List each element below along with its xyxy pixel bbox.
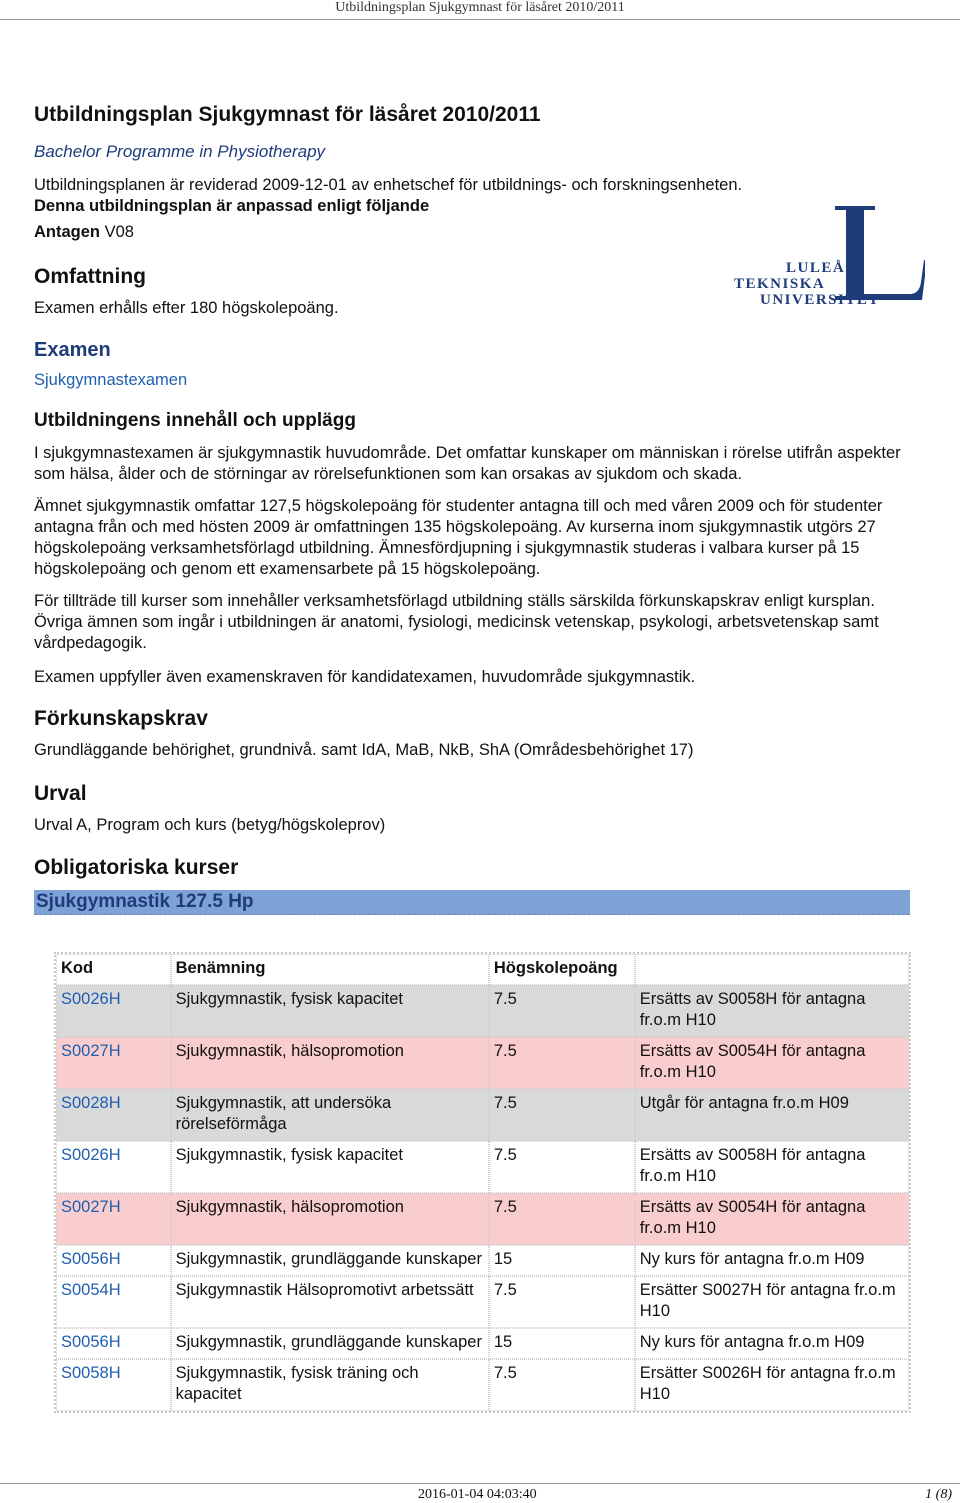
course-credits: 7.5 <box>489 1037 635 1089</box>
course-name: Sjukgymnastik, fysisk kapacitet <box>171 985 489 1037</box>
antagen-label: Antagen <box>34 223 100 241</box>
examen-heading: Examen <box>34 339 111 361</box>
omfattning-text: Examen erhålls efter 180 högskolepoäng. <box>34 299 339 317</box>
col-header-name: Benämning <box>171 954 489 985</box>
footer-timestamp: 2016-01-04 04:03:40 <box>418 1487 537 1502</box>
course-credits: 7.5 <box>489 1359 635 1411</box>
antagen-value: V08 <box>104 223 134 241</box>
revised-line: Utbildningsplanen är reviderad 2009-12-01 av enhetschef för utbildnings- och forskningsenheten. <box>34 176 743 194</box>
table-header-row <box>56 954 909 985</box>
table-row <box>56 1328 909 1359</box>
course-code[interactable]: S0056H <box>56 1328 171 1359</box>
section-bar-sjukgymnastik: Sjukgymnastik 127.5 Hp <box>34 890 910 915</box>
course-note: Ersätts av S0058H för antagna fr.o.m H10 <box>635 985 909 1037</box>
col-header-code: Kod <box>56 954 171 985</box>
course-name: Sjukgymnastik, hälsopromotion <box>171 1193 489 1245</box>
course-note: Ersätter S0026H för antagna fr.o.m H10 <box>635 1359 909 1411</box>
course-credits: 7.5 <box>489 985 635 1037</box>
course-name: Sjukgymnastik, fysisk kapacitet <box>171 1141 489 1193</box>
course-name: Sjukgymnastik, grundläggande kunskaper <box>171 1328 489 1359</box>
course-name: Sjukgymnastik, fysisk träning och kapacitet <box>171 1359 489 1411</box>
course-note: Ersätts av S0054H för antagna fr.o.m H10 <box>635 1037 909 1089</box>
table-row <box>56 1193 909 1245</box>
col-header-note <box>635 954 909 985</box>
course-name: Sjukgymnastik Hälsopromotivt arbetssätt <box>171 1276 489 1328</box>
table-row <box>56 985 909 1037</box>
course-note: Ersätts av S0058H för antagna fr.o.m H10 <box>635 1141 909 1193</box>
header-rule <box>0 19 960 20</box>
innehall-paragraph-2: Ämnet sjukgymnastik omfattar 127,5 högskolepoäng för studenter antagna till och med våren 2009 och för studenter antagna från och med hösten 2009 är omfattningen 135 högskolepoäng. Av kurserna inom sjukgymnastik utgörs 27 högskolepoäng verksamhetsförlagd utbildning. Ämnesfördjupning i sjukgymnastik studeras i valbara kurser på 15 högskolepoäng och genom ett examensarbete på 15 högskolepoäng. <box>34 497 883 578</box>
obligatoriska-heading: Obligatoriska kurser <box>34 856 239 879</box>
course-code[interactable]: S0054H <box>56 1276 171 1328</box>
logo-line-1: LULEÅ <box>786 260 846 276</box>
document-subtitle: Bachelor Programme in Physiotherapy <box>34 142 326 161</box>
table-row <box>56 1141 909 1193</box>
course-note: Ny kurs för antagna fr.o.m H09 <box>635 1328 909 1359</box>
col-header-credits: Högskolepoäng <box>489 954 635 985</box>
table-row <box>56 1245 909 1276</box>
course-credits: 7.5 <box>489 1193 635 1245</box>
course-note: Utgår för antagna fr.o.m H09 <box>635 1089 909 1141</box>
course-credits: 7.5 <box>489 1089 635 1141</box>
course-code[interactable]: S0058H <box>56 1359 171 1411</box>
logo-line-2: TEKNISKA <box>734 276 826 292</box>
innehall-paragraph-3: För tillträde till kurser som innehåller verksamhetsförlagd utbildning ställs särskilda förkunskapskrav enligt kursplan. Övriga ämnen som ingår i utbildningen är anatomi, fysiologi, medicinsk vetenskap, psykologi, arbetsvetenskap samt vårdpedagogik. <box>34 592 879 652</box>
document-title: Utbildningsplan Sjukgymnast för läsåret 2010/2011 <box>34 103 541 126</box>
innehall-heading: Utbildningens innehåll och upplägg <box>34 410 356 431</box>
antagen-line <box>34 222 910 243</box>
running-header: Utbildningsplan Sjukgymnast för läsåret 2010/2011 <box>335 0 625 15</box>
urval-text: Urval A, Program och kurs (betyg/högskoleprov) <box>34 816 386 834</box>
table-row <box>56 1359 909 1411</box>
course-note: Ersätter S0027H för antagna fr.o.m H10 <box>635 1276 909 1328</box>
table-row <box>56 1037 909 1089</box>
urval-heading: Urval <box>34 782 87 805</box>
course-name: Sjukgymnastik, grundläggande kunskaper <box>171 1245 489 1276</box>
course-code[interactable]: S0026H <box>56 1141 171 1193</box>
footer-page-number: 1 (8) <box>925 1487 952 1502</box>
forkunskapskrav-heading: Förkunskapskrav <box>34 707 208 730</box>
course-code[interactable]: S0056H <box>56 1245 171 1276</box>
innehall-paragraph-4: Examen uppfyller även examenskraven för kandidatexamen, huvudområde sjukgymnastik. <box>34 668 696 686</box>
course-credits: 7.5 <box>489 1276 635 1328</box>
document-body <box>34 102 910 915</box>
course-credits: 15 <box>489 1245 635 1276</box>
examen-link[interactable]: Sjukgymnastexamen <box>34 371 188 389</box>
forkunskapskrav-text: Grundläggande behörighet, grundnivå. samt IdA, MaB, NkB, ShA (Områdesbehörighet 17) <box>34 741 694 759</box>
course-credits: 15 <box>489 1328 635 1359</box>
course-note: Ersätts av S0054H för antagna fr.o.m H10 <box>635 1193 909 1245</box>
footer-rule <box>0 1483 960 1484</box>
course-name: Sjukgymnastik, att undersöka rörelseförmåga <box>171 1089 489 1141</box>
logo-line-3: UNIVERSITET <box>760 292 880 308</box>
course-code[interactable]: S0027H <box>56 1193 171 1245</box>
table-row <box>56 1276 909 1328</box>
course-name: Sjukgymnastik, hälsopromotion <box>171 1037 489 1089</box>
course-code[interactable]: S0028H <box>56 1089 171 1141</box>
adapted-line: Denna utbildningsplan är anpassad enligt följande <box>34 197 430 215</box>
course-code[interactable]: S0027H <box>56 1037 171 1089</box>
course-table <box>54 952 911 1413</box>
omfattning-heading: Omfattning <box>34 265 146 288</box>
table-row <box>56 1089 909 1141</box>
course-code[interactable]: S0026H <box>56 985 171 1037</box>
course-note: Ny kurs för antagna fr.o.m H09 <box>635 1245 909 1276</box>
innehall-paragraph-1: I sjukgymnastexamen är sjukgymnastik huvudområde. Det omfattar kunskaper om människan i rörelse utifrån aspekter som hälsa, ålder och de störningar av rörelsefunktionen som kan orsakas av sjukdom och skada. <box>34 444 901 483</box>
course-credits: 7.5 <box>489 1141 635 1193</box>
